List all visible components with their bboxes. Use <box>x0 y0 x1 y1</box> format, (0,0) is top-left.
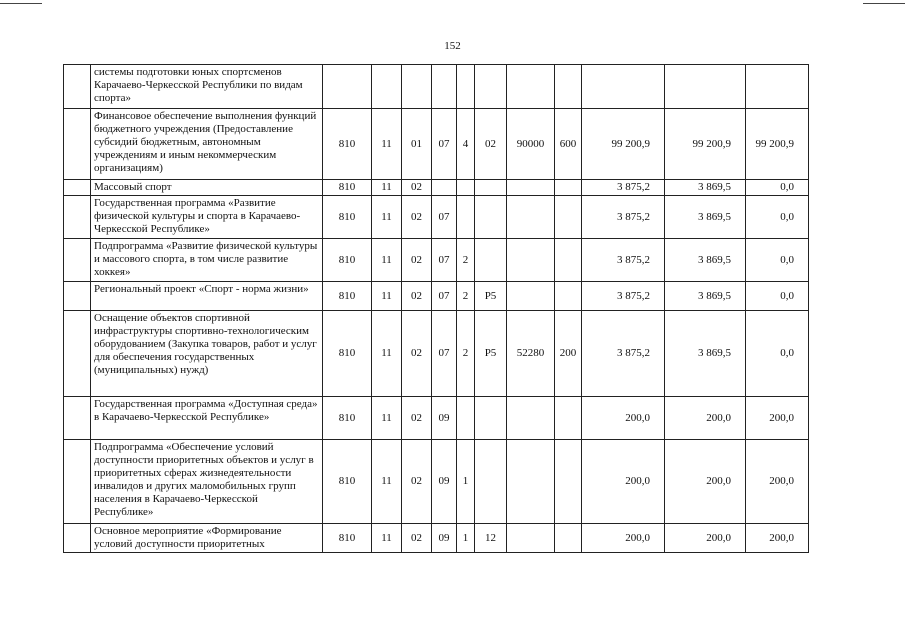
project-code-cell <box>475 65 507 109</box>
direction-code-cell <box>507 440 555 524</box>
section-code-cell: 11 <box>372 109 402 180</box>
program-code-cell: 09 <box>432 440 457 524</box>
admin-code-cell: 810 <box>323 524 372 553</box>
amount-year-3-cell: 0,0 <box>746 311 809 397</box>
row-index-cell <box>64 282 91 311</box>
amount-year-1-cell: 200,0 <box>582 524 665 553</box>
admin-code-cell: 810 <box>323 196 372 239</box>
page-edge-left <box>0 3 42 4</box>
admin-code-cell: 810 <box>323 397 372 440</box>
subsection-code-cell: 02 <box>402 440 432 524</box>
subsection-code-cell: 02 <box>402 180 432 196</box>
table-row <box>64 311 809 397</box>
row-index-cell <box>64 196 91 239</box>
section-code-cell: 11 <box>372 524 402 553</box>
page-edge-right <box>863 3 905 4</box>
project-code-cell: P5 <box>475 311 507 397</box>
amount-year-1-cell: 3 875,2 <box>582 196 665 239</box>
project-code-cell <box>475 440 507 524</box>
program-code-cell: 09 <box>432 397 457 440</box>
table-row <box>64 524 809 553</box>
subsection-code-cell: 02 <box>402 282 432 311</box>
subprogram-code-cell <box>457 196 475 239</box>
row-name-cell: Государственная программа «Развитие физической культуры и спорта в Карачаево-Черкесской Республике» <box>91 196 323 239</box>
expense-type-code-cell: 200 <box>555 311 582 397</box>
amount-year-2-cell: 3 869,5 <box>665 196 746 239</box>
section-code-cell: 11 <box>372 196 402 239</box>
subsection-code-cell <box>402 65 432 109</box>
row-name-cell: Подпрограмма «Обеспечение условий доступности приоритетных объектов и услуг в приоритетных сферах жизнедеятельности инвалидов и других маломобильных групп населения в Карачаево-Черкесской Республике» <box>91 440 323 524</box>
direction-code-cell <box>507 397 555 440</box>
project-code-cell <box>475 397 507 440</box>
expense-type-code-cell <box>555 440 582 524</box>
amount-year-1-cell: 200,0 <box>582 397 665 440</box>
expense-type-code-cell <box>555 397 582 440</box>
expense-type-code-cell: 600 <box>555 109 582 180</box>
amount-year-3-cell: 0,0 <box>746 180 809 196</box>
subprogram-code-cell: 1 <box>457 440 475 524</box>
amount-year-3-cell: 200,0 <box>746 440 809 524</box>
program-code-cell: 07 <box>432 196 457 239</box>
program-code-cell: 07 <box>432 109 457 180</box>
row-index-cell <box>64 109 91 180</box>
amount-year-3-cell: 99 200,9 <box>746 109 809 180</box>
amount-year-2-cell <box>665 65 746 109</box>
amount-year-3-cell: 0,0 <box>746 239 809 282</box>
amount-year-3-cell: 200,0 <box>746 397 809 440</box>
admin-code-cell: 810 <box>323 282 372 311</box>
row-index-cell <box>64 65 91 109</box>
expense-type-code-cell <box>555 524 582 553</box>
table-row <box>64 440 809 524</box>
page-number: 152 <box>444 40 461 52</box>
row-name-cell: Региональный проект «Спорт - норма жизни» <box>91 282 323 311</box>
project-code-cell: P5 <box>475 282 507 311</box>
row-name-cell: Государственная программа «Доступная среда» в Карачаево-Черкесской Республике» <box>91 397 323 440</box>
program-code-cell: 09 <box>432 524 457 553</box>
table-row <box>64 397 809 440</box>
section-code-cell: 11 <box>372 180 402 196</box>
direction-code-cell <box>507 239 555 282</box>
program-code-cell: 07 <box>432 282 457 311</box>
subprogram-code-cell: 2 <box>457 311 475 397</box>
expense-type-code-cell <box>555 239 582 282</box>
admin-code-cell: 810 <box>323 311 372 397</box>
amount-year-2-cell: 3 869,5 <box>665 282 746 311</box>
row-name-cell: Подпрограмма «Развитие физической культуры и массового спорта, в том числе развитие хоккея» <box>91 239 323 282</box>
project-code-cell <box>475 180 507 196</box>
row-name-cell: системы подготовки юных спортсменов Карачаево-Черкесской Республики по видам спорта» <box>91 65 323 109</box>
direction-code-cell <box>507 524 555 553</box>
direction-code-cell: 90000 <box>507 109 555 180</box>
admin-code-cell: 810 <box>323 440 372 524</box>
row-index-cell <box>64 397 91 440</box>
project-code-cell: 02 <box>475 109 507 180</box>
section-code-cell <box>372 65 402 109</box>
amount-year-3-cell: 0,0 <box>746 282 809 311</box>
section-code-cell: 11 <box>372 311 402 397</box>
subprogram-code-cell <box>457 397 475 440</box>
subprogram-code-cell: 2 <box>457 282 475 311</box>
subprogram-code-cell <box>457 65 475 109</box>
row-name-cell: Массовый спорт <box>91 180 323 196</box>
row-index-cell <box>64 440 91 524</box>
row-index-cell <box>64 180 91 196</box>
section-code-cell: 11 <box>372 397 402 440</box>
row-name-cell: Финансовое обеспечение выполнения функций бюджетного учреждения (Предоставление субсидий бюджетным, автономным учреждениям и иным некоммерческим организациям) <box>91 109 323 180</box>
amount-year-2-cell: 200,0 <box>665 397 746 440</box>
row-name-cell: Основное мероприятие «Формирование условий доступности приоритетных <box>91 524 323 553</box>
expense-type-code-cell <box>555 180 582 196</box>
subsection-code-cell: 02 <box>402 524 432 553</box>
subprogram-code-cell <box>457 180 475 196</box>
row-index-cell <box>64 524 91 553</box>
amount-year-3-cell <box>746 65 809 109</box>
subsection-code-cell: 02 <box>402 397 432 440</box>
subsection-code-cell: 02 <box>402 239 432 282</box>
amount-year-2-cell: 200,0 <box>665 440 746 524</box>
subprogram-code-cell: 4 <box>457 109 475 180</box>
amount-year-1-cell: 3 875,2 <box>582 239 665 282</box>
section-code-cell: 11 <box>372 239 402 282</box>
expense-type-code-cell <box>555 65 582 109</box>
table-row <box>64 109 809 180</box>
row-index-cell <box>64 239 91 282</box>
expense-type-code-cell <box>555 282 582 311</box>
direction-code-cell <box>507 196 555 239</box>
section-code-cell: 11 <box>372 440 402 524</box>
program-code-cell <box>432 65 457 109</box>
amount-year-2-cell: 99 200,9 <box>665 109 746 180</box>
amount-year-1-cell: 200,0 <box>582 440 665 524</box>
subsection-code-cell: 01 <box>402 109 432 180</box>
table-row <box>64 65 809 109</box>
subsection-code-cell: 02 <box>402 311 432 397</box>
subsection-code-cell: 02 <box>402 196 432 239</box>
amount-year-3-cell: 0,0 <box>746 196 809 239</box>
section-code-cell: 11 <box>372 282 402 311</box>
budget-table <box>63 64 809 553</box>
amount-year-1-cell <box>582 65 665 109</box>
amount-year-1-cell: 3 875,2 <box>582 282 665 311</box>
subprogram-code-cell: 1 <box>457 524 475 553</box>
program-code-cell <box>432 180 457 196</box>
amount-year-2-cell: 3 869,5 <box>665 180 746 196</box>
amount-year-1-cell: 99 200,9 <box>582 109 665 180</box>
direction-code-cell <box>507 282 555 311</box>
amount-year-2-cell: 200,0 <box>665 524 746 553</box>
amount-year-1-cell: 3 875,2 <box>582 311 665 397</box>
expense-type-code-cell <box>555 196 582 239</box>
project-code-cell <box>475 239 507 282</box>
table-row <box>64 196 809 239</box>
amount-year-3-cell: 200,0 <box>746 524 809 553</box>
admin-code-cell: 810 <box>323 180 372 196</box>
direction-code-cell <box>507 65 555 109</box>
admin-code-cell: 810 <box>323 109 372 180</box>
direction-code-cell: 52280 <box>507 311 555 397</box>
table-row <box>64 239 809 282</box>
subprogram-code-cell: 2 <box>457 239 475 282</box>
row-index-cell <box>64 311 91 397</box>
program-code-cell: 07 <box>432 311 457 397</box>
admin-code-cell <box>323 65 372 109</box>
direction-code-cell <box>507 180 555 196</box>
table-row <box>64 282 809 311</box>
amount-year-2-cell: 3 869,5 <box>665 239 746 282</box>
program-code-cell: 07 <box>432 239 457 282</box>
project-code-cell <box>475 196 507 239</box>
admin-code-cell: 810 <box>323 239 372 282</box>
table-row <box>64 180 809 196</box>
amount-year-2-cell: 3 869,5 <box>665 311 746 397</box>
row-name-cell: Оснащение объектов спортивной инфраструктуры спортивно-технологическим оборудованием (Закупка товаров, работ и услуг для обеспечения государственных (муниципальных) нужд) <box>91 311 323 397</box>
amount-year-1-cell: 3 875,2 <box>582 180 665 196</box>
project-code-cell: 12 <box>475 524 507 553</box>
